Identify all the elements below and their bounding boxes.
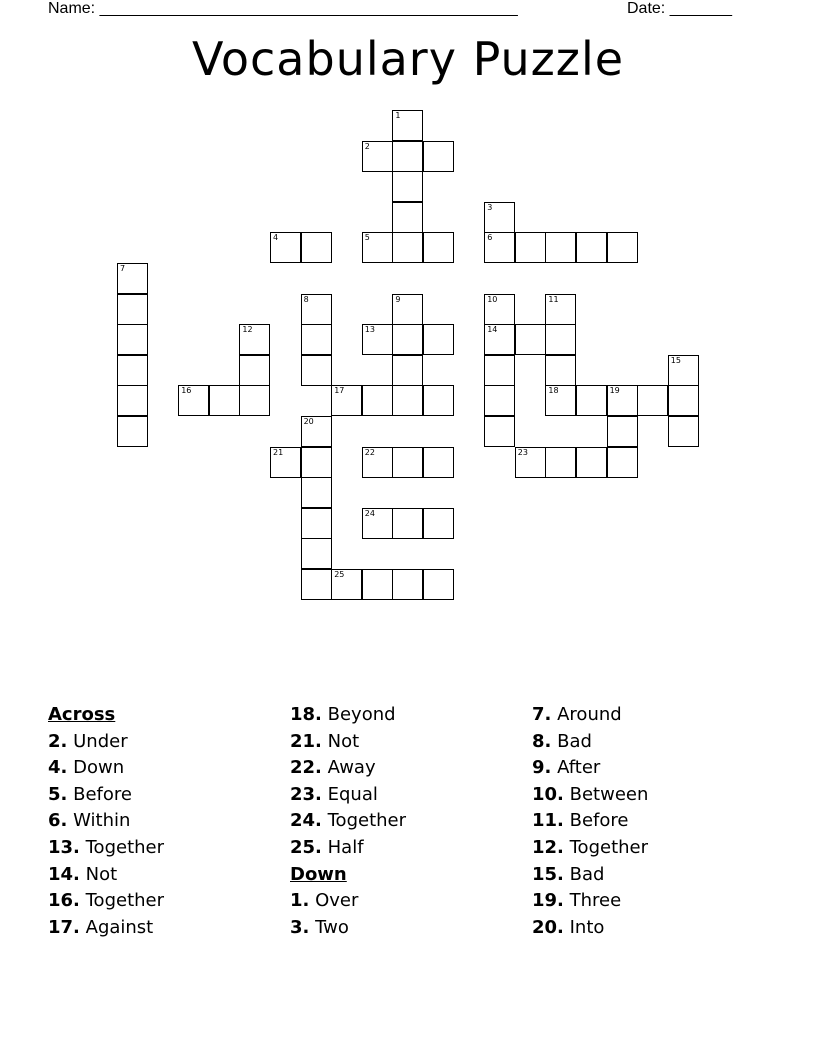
clue-down-19: 19. Three (532, 890, 622, 912)
grid-cell[interactable] (545, 355, 576, 386)
grid-cell[interactable] (423, 385, 454, 416)
grid-cell[interactable] (545, 294, 576, 325)
grid-cell[interactable] (301, 324, 332, 355)
grid-cell[interactable] (515, 324, 546, 355)
grid-cell[interactable] (392, 171, 423, 202)
grid-cell[interactable] (607, 416, 638, 447)
grid-cell[interactable] (301, 416, 332, 447)
grid-number: 1 (395, 111, 401, 120)
grid-cell[interactable] (117, 263, 148, 294)
clue-across-5: 5. Before (48, 783, 132, 805)
grid-number: 25 (334, 570, 345, 579)
clue-down-12: 12. Together (532, 836, 649, 858)
grid-cell[interactable] (515, 447, 546, 478)
clue-across-16: 16. Together (48, 890, 165, 912)
grid-cell[interactable] (545, 447, 576, 478)
name-field-label[interactable]: Name: _______________________________________________ (48, 0, 518, 17)
grid-cell[interactable] (301, 355, 332, 386)
down-heading: Down (290, 863, 347, 885)
grid-cell[interactable] (117, 416, 148, 447)
grid-cell[interactable] (301, 538, 332, 569)
grid-cell[interactable] (117, 385, 148, 416)
grid-cell[interactable] (392, 232, 423, 263)
grid-cell[interactable] (239, 355, 270, 386)
grid-cell[interactable] (484, 294, 515, 325)
grid-cell[interactable] (607, 232, 638, 263)
grid-cell[interactable] (392, 447, 423, 478)
grid-number: 23 (517, 447, 528, 457)
grid-number: 19 (609, 386, 620, 396)
grid-cell[interactable] (484, 416, 515, 447)
clue-down-11: 11. Before (532, 810, 629, 832)
clue-across-23: 23. Equal (290, 783, 378, 805)
grid-cell[interactable] (392, 294, 423, 325)
grid-number: 21 (273, 447, 284, 457)
clue-across-25: 25. Half (290, 836, 364, 858)
grid-number: 16 (181, 386, 192, 396)
clue-down-8: 8. Bad (532, 730, 592, 752)
grid-cell[interactable] (301, 447, 332, 478)
grid-cell[interactable] (607, 447, 638, 478)
page-title: Vocabulary Puzzle (191, 32, 625, 86)
grid-number: 7 (120, 264, 126, 273)
grid-cell[interactable] (331, 569, 362, 600)
clue-across-6: 6. Within (48, 810, 131, 832)
grid-cell[interactable] (362, 569, 393, 600)
grid-number: 5 (364, 233, 370, 243)
grid-cell[interactable] (392, 324, 423, 355)
clue-down-10: 10. Between (532, 783, 649, 805)
grid-cell[interactable] (423, 141, 454, 172)
clue-down-1: 1. Over (290, 890, 359, 912)
clue-across-21: 21. Not (290, 730, 360, 752)
grid-number: 22 (364, 447, 375, 457)
grid-cell[interactable] (331, 385, 362, 416)
clue-across-14: 14. Not (48, 863, 118, 885)
grid-cell[interactable] (392, 202, 423, 233)
grid-cell[interactable] (637, 385, 668, 416)
grid-cell[interactable] (270, 447, 301, 478)
grid-cell[interactable] (362, 385, 393, 416)
grid-cell[interactable] (576, 385, 607, 416)
grid-cell[interactable] (301, 232, 332, 263)
clue-across-17: 17. Against (48, 916, 154, 938)
clue-across-13: 13. Together (48, 836, 165, 858)
across-heading: Across (48, 704, 116, 725)
grid-number: 17 (334, 386, 345, 396)
grid-cell[interactable] (301, 294, 332, 325)
grid-cell[interactable] (484, 232, 515, 263)
grid-cell[interactable] (239, 324, 270, 355)
grid-cell[interactable] (362, 447, 393, 478)
grid-cell[interactable] (117, 324, 148, 355)
grid-cell[interactable] (668, 416, 699, 447)
clue-down-3: 3. Two (290, 916, 349, 938)
grid-number: 24 (364, 508, 375, 518)
grid-cell[interactable] (362, 508, 393, 539)
grid-cell[interactable] (545, 385, 576, 416)
grid-cell[interactable] (117, 355, 148, 386)
clue-across-24: 24. Together (290, 810, 407, 832)
clue-across-18: 18. Beyond (290, 704, 396, 725)
grid-cell[interactable] (392, 508, 423, 539)
clue-across-4: 4. Down (48, 757, 125, 779)
clue-down-7: 7. Around (532, 704, 622, 725)
grid-cell[interactable] (270, 232, 301, 263)
grid-cell[interactable] (484, 202, 515, 233)
clue-across-22: 22. Away (290, 757, 376, 779)
grid-number: 9 (395, 294, 401, 304)
grid-cell[interactable] (362, 324, 393, 355)
grid-number: 14 (487, 325, 498, 335)
grid-cell[interactable] (362, 141, 393, 172)
grid-cell[interactable] (484, 355, 515, 386)
grid-number: 2 (364, 141, 370, 151)
grid-number: 11 (548, 294, 559, 304)
clue-down-15: 15. Bad (532, 863, 605, 885)
clue-down-9: 9. After (532, 757, 601, 779)
grid-cell[interactable] (178, 385, 209, 416)
grid-number: 20 (303, 417, 314, 426)
grid-cell[interactable] (668, 385, 699, 416)
clues-column-3 (532, 702, 648, 941)
grid-number: 12 (242, 325, 253, 335)
grid-cell[interactable] (515, 232, 546, 263)
grid-cell[interactable] (239, 385, 270, 416)
grid-cell[interactable] (392, 569, 423, 600)
grid-cell[interactable] (392, 110, 423, 141)
grid-cell[interactable] (576, 232, 607, 263)
grid-cell[interactable] (117, 294, 148, 325)
grid-number: 13 (364, 325, 375, 335)
grid-number: 18 (548, 386, 559, 396)
grid-cell[interactable] (484, 385, 515, 416)
clue-across-2: 2. Under (48, 730, 128, 752)
grid-cell[interactable] (423, 508, 454, 539)
grid-cell[interactable] (607, 385, 638, 416)
grid-cell[interactable] (545, 232, 576, 263)
grid-cell[interactable] (301, 477, 332, 508)
grid-number: 6 (487, 233, 493, 243)
clues-column-2 (290, 702, 406, 941)
grid-cell[interactable] (209, 385, 240, 416)
grid-number: 4 (273, 233, 279, 243)
grid-cell[interactable] (423, 324, 454, 355)
grid-number: 3 (487, 202, 493, 212)
grid-cell[interactable] (423, 569, 454, 600)
grid-number: 8 (303, 294, 309, 304)
grid-cell[interactable] (423, 447, 454, 478)
grid-cell[interactable] (423, 232, 454, 263)
clue-down-20: 20. Into (532, 916, 605, 938)
grid-cell[interactable] (484, 324, 515, 355)
grid-cell[interactable] (668, 355, 699, 386)
grid-cell[interactable] (301, 569, 332, 600)
grid-number: 10 (487, 294, 498, 304)
date-field-label[interactable]: Date: _______ (627, 0, 732, 17)
grid-cell[interactable] (362, 232, 393, 263)
grid-cell[interactable] (392, 141, 423, 172)
grid-cell[interactable] (545, 324, 576, 355)
grid-number: 15 (670, 355, 681, 365)
grid-cell[interactable] (392, 355, 423, 386)
grid-cell[interactable] (392, 385, 423, 416)
clues-column-1 (48, 702, 164, 941)
grid-cell[interactable] (576, 447, 607, 478)
grid-cell[interactable] (301, 508, 332, 539)
